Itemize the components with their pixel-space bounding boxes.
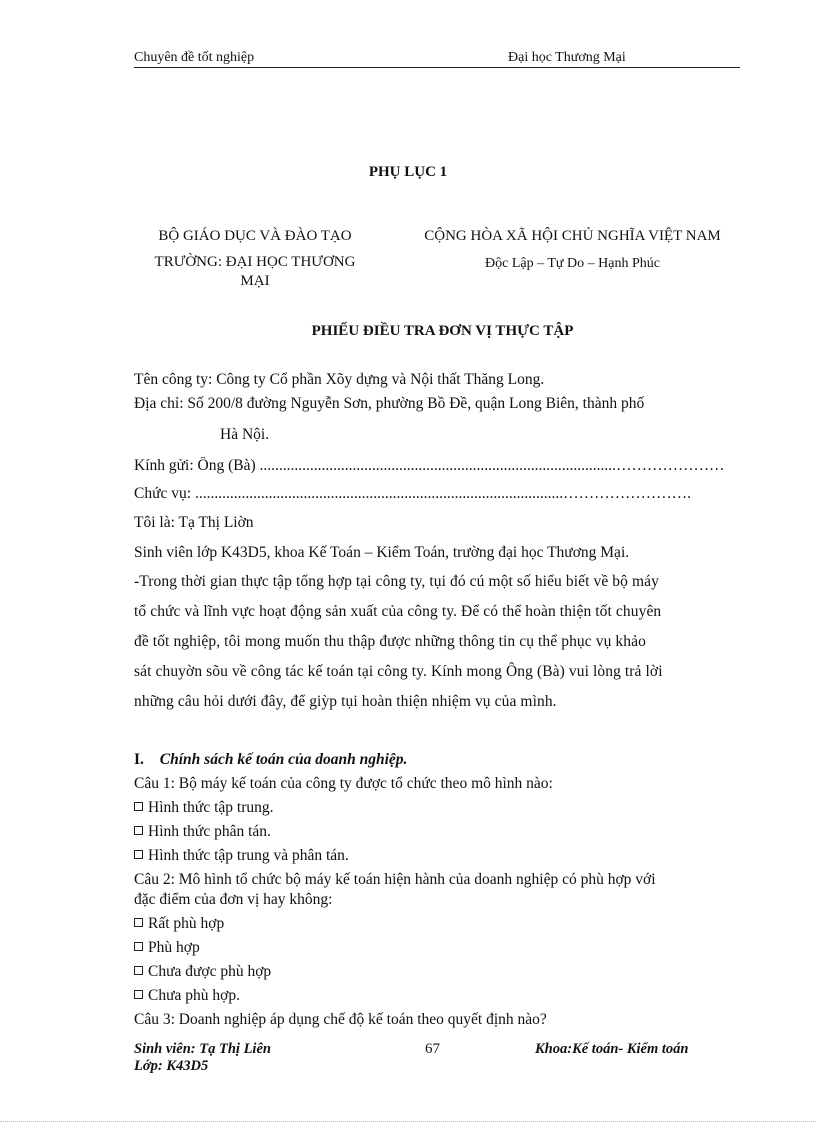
footer-student: Sinh viên: Tạ Thị Liên (134, 1041, 271, 1057)
q1-option-2[interactable]: Hình thức phân tán. (134, 823, 271, 841)
paragraph-line3: đề tốt nghiệp, tôi mong muốn thu thập được những thông tin cụ thể phục vụ khảo (134, 633, 646, 650)
checkbox-icon[interactable] (134, 990, 143, 999)
appendix-title: PHỤ LỤC 1 (368, 164, 448, 180)
position-label: Chức vụ: (134, 485, 195, 502)
paragraph-line4: sát chuyờn sõu về công tác kế toán tại công ty. Kính mong Ông (Bà) vui lòng trả lời (134, 663, 663, 680)
checkbox-icon[interactable] (134, 826, 143, 835)
address-line1: Địa chỉ: Số 200/8 đường Nguyễn Sơn, phường Bồ Đề, quận Long Biên, thành phố (134, 395, 645, 412)
q2-option-3[interactable]: Chưa được phù hợp (134, 963, 271, 981)
footer-faculty: Khoa:Kế toán- Kiểm toán (535, 1041, 689, 1057)
checkbox-icon[interactable] (134, 942, 143, 951)
section-number: I. (134, 751, 144, 768)
page-bottom-border (0, 1121, 816, 1122)
section-title: Chính sách kế toán của doanh nghiệp. (159, 751, 408, 768)
national-motto: Độc Lập – Tự Do – Hạnh Phúc (485, 256, 660, 271)
student-line: Sinh viên lớp K43D5, khoa Kế Toán – Kiểm Toán, trường đại học Thương Mại. (134, 544, 630, 561)
recipient-label: Kính gửi: Ông (Bà) (134, 457, 260, 474)
paragraph-line5: những câu hỏi dưới đây, để giỳp tụi hoàn thiện nhiệm vụ của mình. (134, 693, 557, 710)
q2-option-2[interactable]: Phù hợp (134, 939, 200, 957)
company-name: Tên công ty: Công ty Cổ phần Xõy dựng và Nội thất Thăng Long. (134, 371, 545, 388)
page-number: 67 (425, 1041, 440, 1057)
author-line: Tôi là: Tạ Thị Liờn (134, 514, 254, 531)
republic-name: CỘNG HÒA XÃ HỘI CHỦ NGHĨA VIỆT NAM (424, 228, 721, 244)
section-heading (134, 751, 407, 769)
question-2-line2: đặc điểm của đơn vị hay không: (134, 891, 333, 908)
question-1: Câu 1: Bộ máy kế toán của công ty được tổ chức theo mô hình nào: (134, 775, 553, 792)
address-line2: Hà Nội. (220, 426, 270, 443)
header-rule (134, 67, 740, 68)
footer-class: Lớp: K43D5 (134, 1058, 209, 1074)
recipient-dots: ............................................................................................………………… (259, 457, 725, 474)
q1-option-3[interactable]: Hình thức tập trung và phân tán. (134, 847, 349, 865)
position-dots: ...............................................................................................……………………. (194, 485, 691, 502)
question-3: Câu 3: Doanh nghiệp áp dụng chế độ kế toán theo quyết định nào? (134, 1011, 547, 1028)
checkbox-icon[interactable] (134, 850, 143, 859)
header-right: Đại học Thương Mại (508, 50, 626, 65)
position-line (134, 485, 740, 503)
paragraph-line1: -Trong thời gian thực tập tổng hợp tại công ty, tụi đó cú một số hiểu biết về bộ máy (134, 573, 659, 590)
school-name-line1: TRƯỜNG: ĐẠI HỌC THƯƠNG (154, 254, 356, 270)
form-title: PHIẾU ĐIỀU TRA ĐƠN VỊ THỰC TẬP (311, 323, 574, 339)
paragraph-line2: tổ chức và lĩnh vực hoạt động sản xuất của công ty. Để có thể hoàn thiện tốt chuyên (134, 603, 662, 620)
checkbox-icon[interactable] (134, 918, 143, 927)
ministry-name: BỘ GIÁO DỤC VÀ ĐÀO TẠO (158, 228, 352, 244)
school-name-line2: MẠI (240, 273, 270, 289)
checkbox-icon[interactable] (134, 802, 143, 811)
checkbox-icon[interactable] (134, 966, 143, 975)
recipient-line (134, 457, 740, 475)
q2-option-1[interactable]: Rất phù hợp (134, 915, 224, 933)
question-2-line1: Câu 2: Mô hình tổ chức bộ máy kế toán hiện hành của doanh nghiệp có phù hợp với (134, 871, 656, 888)
q1-option-1[interactable]: Hình thức tập trung. (134, 799, 274, 817)
header-left: Chuyên đề tốt nghiệp (134, 50, 255, 65)
q2-option-4[interactable]: Chưa phù hợp. (134, 987, 240, 1005)
